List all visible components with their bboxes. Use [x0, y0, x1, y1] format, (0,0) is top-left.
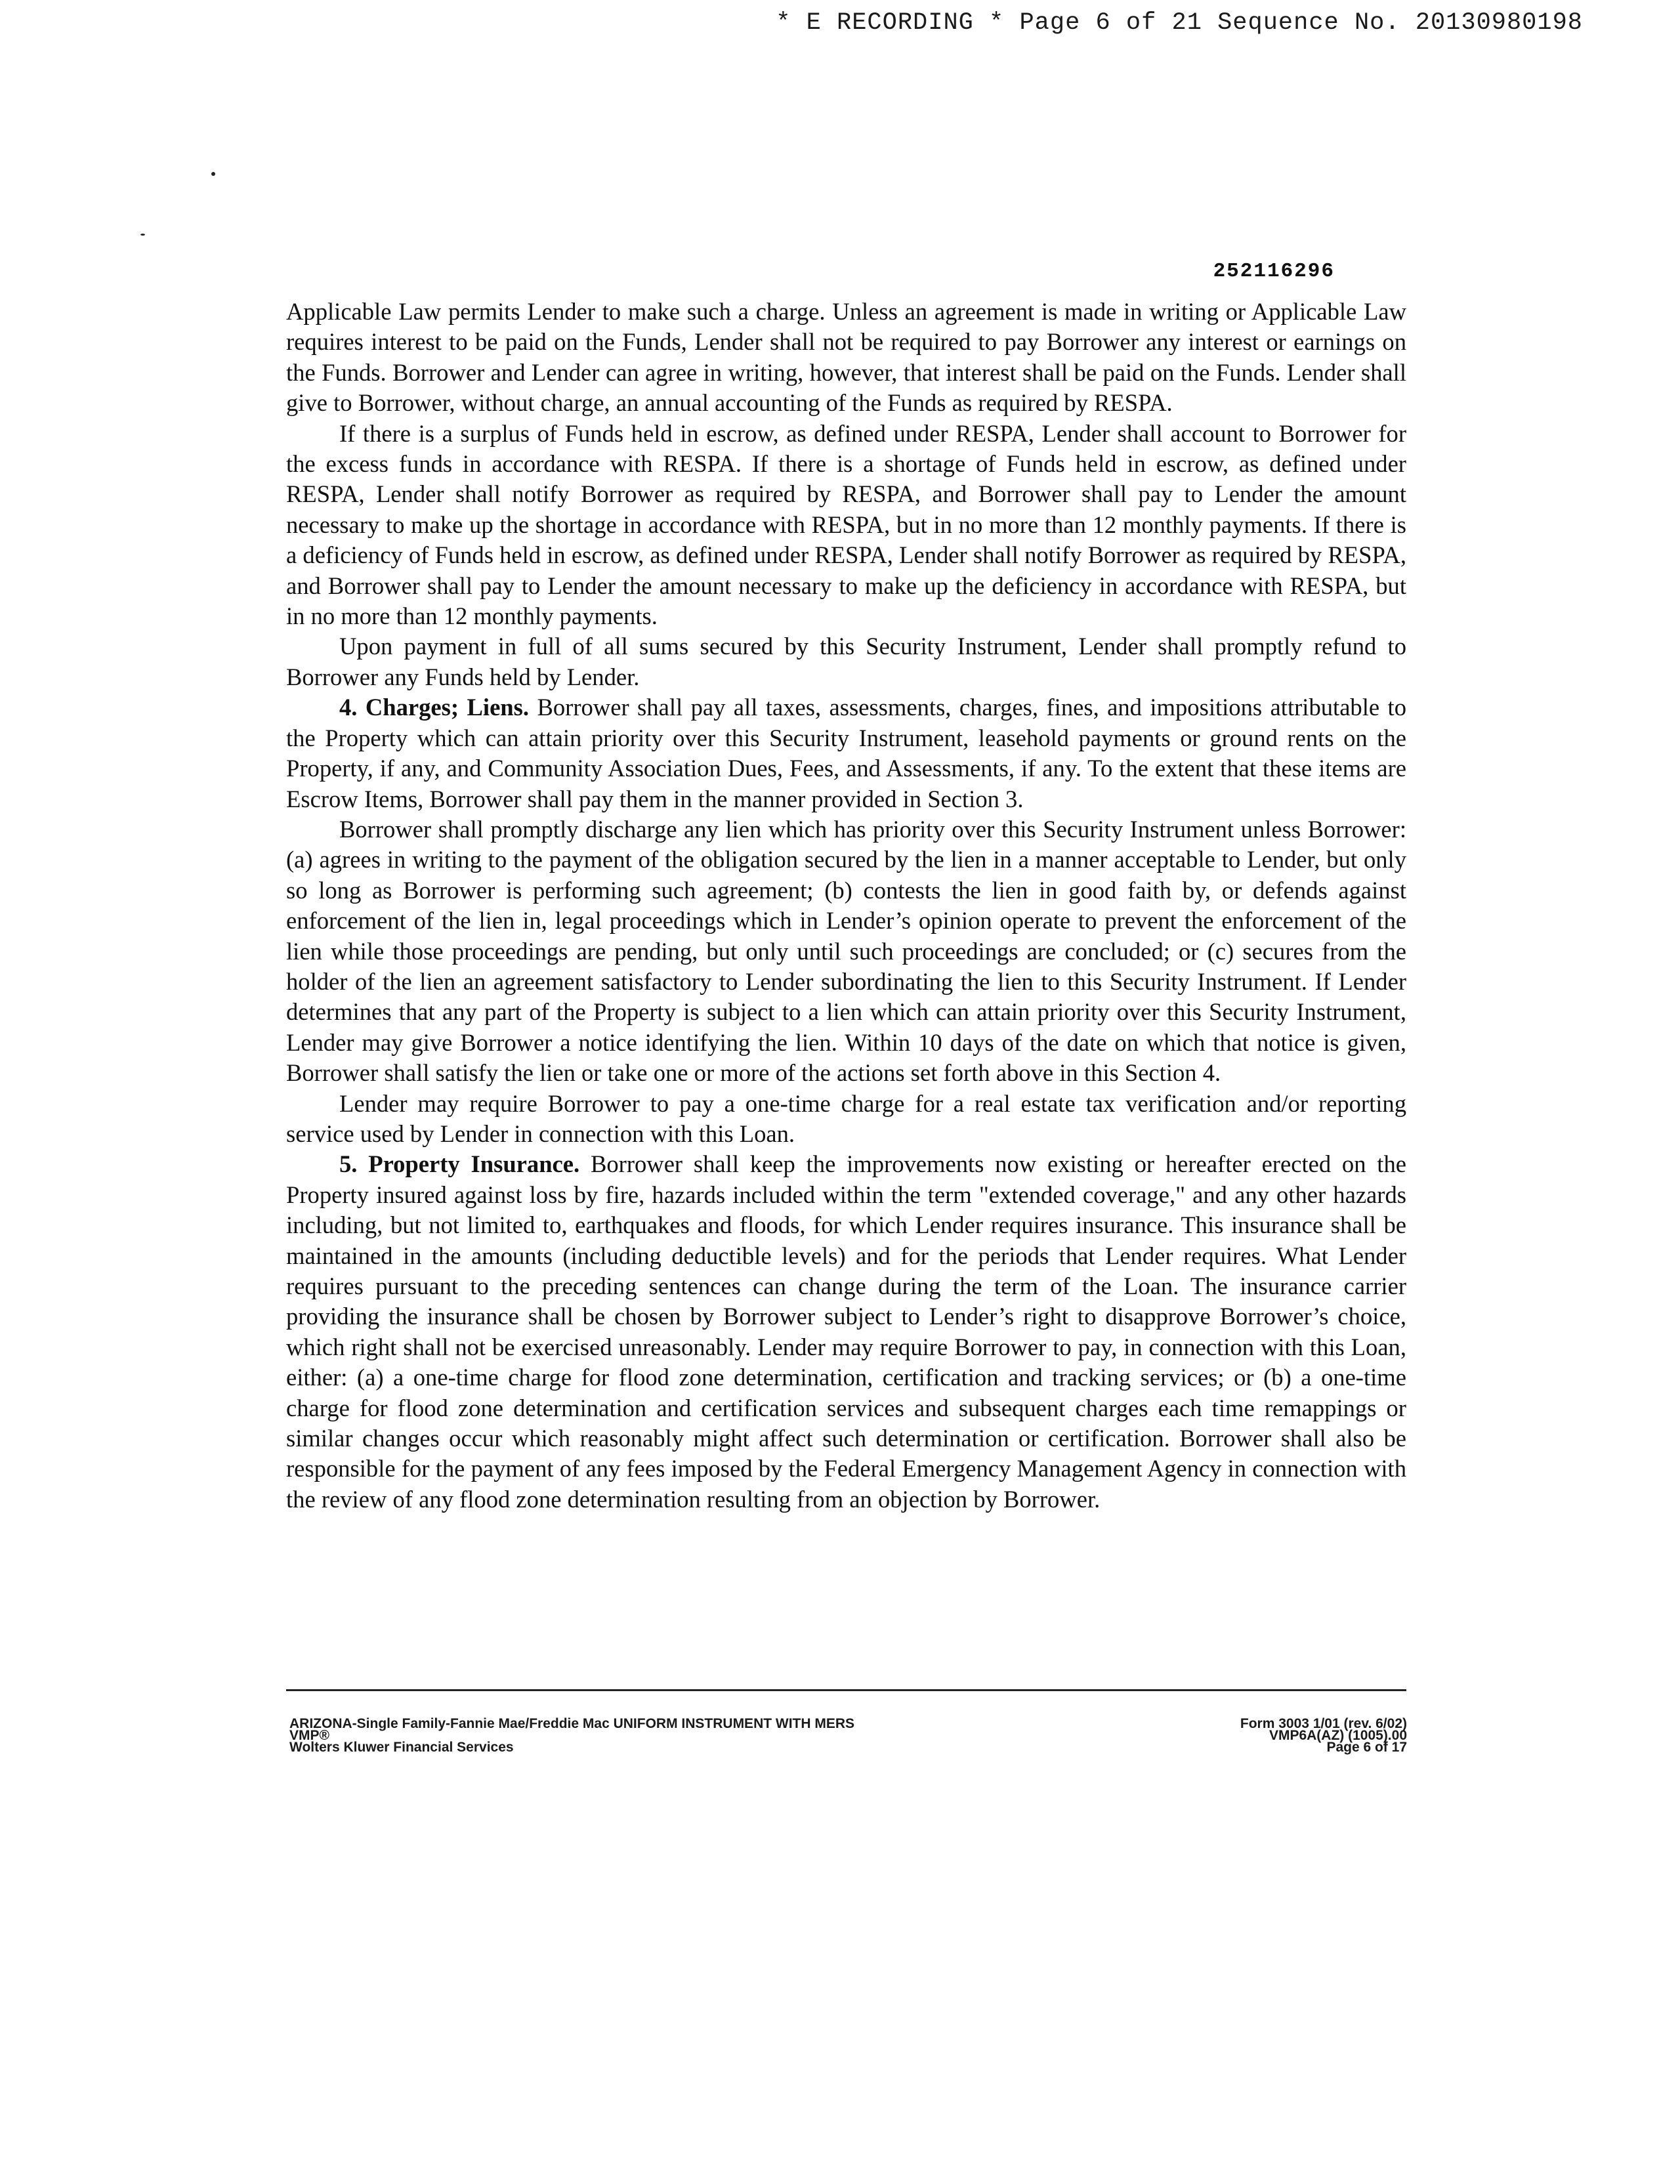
paragraph-tax-verification [286, 1089, 1406, 1150]
recording-header: * E RECORDING * Page 6 of 21 Sequence No. 20130980198 [776, 9, 1583, 37]
scan-speck [211, 172, 215, 176]
section-heading: 5. Property Insurance. [339, 1150, 580, 1178]
loan-number: 252116296 [1213, 260, 1335, 283]
paragraph-text: Borrower shall keep the improvements now existing or hereafter erected on the Property insured against loss by fire, hazards included within the term "extended coverage," and any other hazards including, but not limited to, earthquakes and floods, for which Lender requires insurance. This insurance shall be maintained in the amounts (including deductible levels) and for the periods that Lender requires. What Lender requires pursuant to the preceding sentences can change during the term of the Loan. The insurance carrier providing the insurance shall be chosen by Borrower subject to Lender’s right to disapprove Borrower’s choice, which right shall not be exercised unreasonably. Lender may require Borrower to pay, in connection with this Loan, either: (a) a one-time charge for flood zone determination, certification and tracking services; or (b) a one-time charge for flood zone determination and certification services and subsequent charges each time remappings or similar changes occur which reasonably might affect such determination or certification. Borrower shall also be responsible for the payment of any fees imposed by the Federal Emergency Management Agency in connection with the review of any flood zone determination resulting from an objection by Borrower. [286, 1150, 1406, 1513]
paragraph-text: Borrower shall pay all taxes, assessments, charges, fines, and impositions attributable to the Property which can attain priority over this Security Instrument, leasehold payments or ground rents on the Property, if any, and Community Association Dues, Fees, and Assessments, if any. To the extent that these items are Escrow Items, Borrower shall pay them in the manner provided in Section 3. [286, 694, 1406, 812]
paragraph-property-insurance [286, 1149, 1406, 1515]
footer-vmp: VMP® [289, 1728, 329, 1743]
footer-form-code: VMP6A(AZ) (1005).00 [1269, 1728, 1407, 1743]
footer-page-number: Page 6 of 17 [1326, 1740, 1407, 1755]
footer-form-title: ARIZONA-Single Family-Fannie Mae/Freddie Mac UNIFORM INSTRUMENT WITH MERS [289, 1716, 855, 1731]
paragraph-text: Applicable Law permits Lender to make such a charge. Unless an agreement is made in writing or Applicable Law requires interest to be paid on the Funds, Lender shall not be required to pay Borrower any interest or earnings on the Funds. Borrower and Lender can agree in writing, however, that interest shall be paid on the Funds. Lender shall give to Borrower, without charge, an annual accounting of the Funds as required by RESPA. [286, 298, 1406, 417]
footer-form-number: Form 3003 1/01 (rev. 6/02) [1240, 1716, 1407, 1731]
paragraph-text: Borrower shall promptly discharge any lien which has priority over this Security Instrument unless Borrower: (a) agrees in writing to the payment of the obligation secured by the lien in a manner acceptable to Lender, but only so long as Borrower is performing such agreement; (b) contests the lien in good faith by, or defends against enforcement of the lien in, legal proceedings which in Lender’s opinion operate to prevent the enforcement of the lien while those proceedings are pending, but only until such proceedings are concluded; or (c) secures from the holder of the lien an agreement satisfactory to Lender subordinating the lien to this Security Instrument. If Lender determines that any part of the Property is subject to a lien which can attain priority over this Security Instrument, Lender may give Borrower a notice identifying the lien. Within 10 days of the date on which that notice is given, Borrower shall satisfy the lien or take one or more of the actions set forth above in this Section 4. [286, 815, 1406, 1087]
paragraph-escrow-surplus [286, 419, 1406, 632]
paragraph-text: If there is a surplus of Funds held in escrow, as defined under RESPA, Lender shall account to Borrower for the excess funds in accordance with RESPA. If there is a shortage of Funds held in escrow, as defined under RESPA, Lender shall notify Borrower as required by RESPA, and Borrower shall pay to Lender the amount necessary to make up the shortage in accordance with RESPA, but in no more than 12 monthly payments. If there is a deficiency of Funds held in escrow, as defined under RESPA, Lender shall notify Borrower as required by RESPA, and Borrower shall pay to Lender the amount necessary to make up the deficiency in accordance with RESPA, but in no more than 12 monthly payments. [286, 419, 1406, 630]
paragraph-charges-liens [286, 692, 1406, 814]
paragraph-text: Upon payment in full of all sums secured by this Security Instrument, Lender shall promptly refund to Borrower any Funds held by Lender. [286, 633, 1406, 690]
paragraph-lien-discharge [286, 814, 1406, 1089]
footer-publisher: Wolters Kluwer Financial Services [289, 1740, 514, 1755]
footer-right [1240, 1718, 1407, 1754]
paragraph-escrow-interest [286, 297, 1406, 419]
document-body [286, 297, 1406, 1515]
paragraph-escrow-refund [286, 631, 1406, 692]
footer-left [289, 1718, 854, 1754]
footer-divider [286, 1689, 1406, 1691]
scan-speck [140, 234, 145, 236]
section-heading: 4. Charges; Liens. [339, 694, 530, 721]
paragraph-text: Lender may require Borrower to pay a one-time charge for a real estate tax verification and/or reporting service used by Lender in connection with this Loan. [286, 1089, 1406, 1147]
